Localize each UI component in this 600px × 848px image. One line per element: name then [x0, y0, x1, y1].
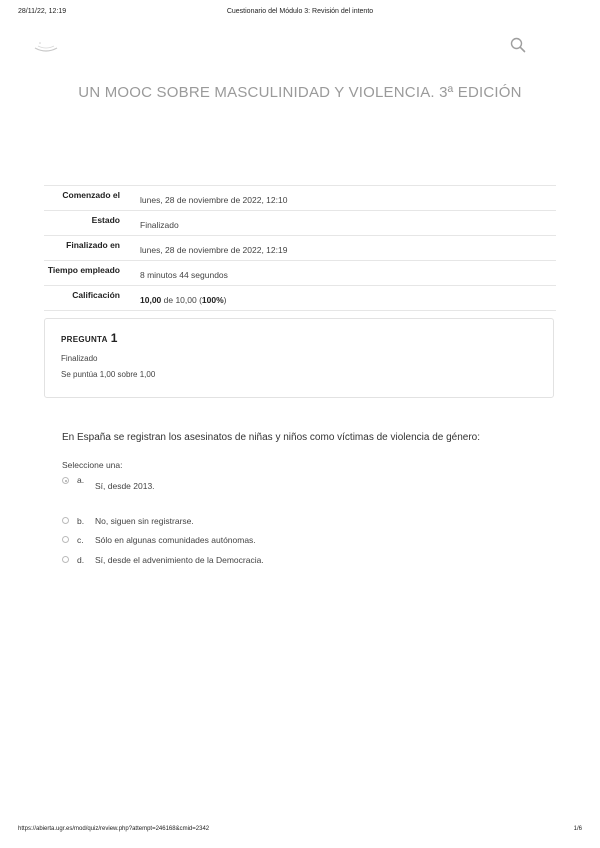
attempt-summary-table: [44, 185, 556, 311]
radio-button[interactable]: [62, 536, 69, 543]
radio-button[interactable]: [62, 517, 69, 524]
summary-label: Finalizado en: [66, 240, 120, 250]
answer-text: No, siguen sin registrarse.: [95, 516, 194, 526]
summary-label: Comenzado el: [62, 190, 120, 200]
search-icon[interactable]: [510, 37, 526, 53]
answer-letter: a.: [77, 475, 85, 485]
page-number: 1/6: [573, 826, 582, 832]
summary-value: [132, 286, 227, 310]
question-number-value: 1: [110, 331, 118, 345]
question-number: [61, 331, 537, 345]
print-header: [18, 8, 582, 20]
summary-row-started: [44, 185, 556, 210]
answer-option-c[interactable]: [62, 535, 542, 545]
answer-option-b[interactable]: [62, 516, 542, 526]
summary-row-completed: [44, 235, 556, 260]
answer-letter: c.: [77, 535, 84, 545]
answer-option-a[interactable]: [62, 476, 542, 491]
print-footer: [18, 826, 582, 838]
answer-text: Sólo en algunas comunidades autónomas.: [95, 535, 256, 545]
summary-label: Tiempo empleado: [47, 265, 120, 275]
summary-row-time-taken: [44, 260, 556, 285]
question-state: Finalizado: [61, 354, 98, 363]
answer-option-d[interactable]: [62, 555, 542, 565]
question-grade: Se puntúa 1,00 sobre 1,00: [61, 370, 156, 379]
course-title: UN MOOC SOBRE MASCULINIDAD Y VIOLENCIA. 3ª EDICIÓN: [78, 84, 522, 101]
question-info-box: [44, 318, 554, 398]
grade-percentage: 100%: [201, 295, 224, 305]
summary-label: Calificación: [72, 290, 120, 300]
grade-total: de 10,00 (: [161, 295, 202, 305]
summary-value: lunes, 28 de noviembre de 2022, 12:10: [140, 195, 288, 205]
summary-value: 8 minutos 44 segundos: [140, 270, 228, 280]
radio-button[interactable]: [62, 556, 69, 563]
summary-value: Finalizado: [140, 220, 179, 230]
question-text: En España se registran los asesinatos de niñas y niños como víctimas de violencia de género:: [62, 432, 481, 443]
answer-prompt: Seleccione una:: [62, 460, 123, 470]
print-document-title: Cuestionario del Módulo 3: Revisión del intento: [226, 8, 374, 15]
summary-row-state: [44, 210, 556, 235]
print-date: 28/11/22, 12:19: [18, 8, 67, 15]
answer-text: Sí, desde el advenimiento de la Democracia.: [95, 555, 264, 565]
grade-close: ): [223, 295, 227, 305]
grade-score: 10,00: [140, 295, 162, 305]
logo-icon[interactable]: [34, 40, 58, 54]
answer-letter: b.: [77, 516, 85, 526]
summary-label: Estado: [91, 215, 120, 225]
answer-text: Sí, desde 2013.: [95, 481, 155, 491]
question-heading: PREGUNTA: [61, 335, 108, 344]
summary-value: lunes, 28 de noviembre de 2022, 12:19: [140, 245, 288, 255]
answer-letter: d.: [77, 555, 85, 565]
print-url: https://abierta.ugr.es/mod/quiz/review.php?attempt=246168&cmid=2342: [18, 826, 210, 832]
summary-row-grade: [44, 285, 556, 311]
radio-button-selected[interactable]: [62, 477, 69, 484]
